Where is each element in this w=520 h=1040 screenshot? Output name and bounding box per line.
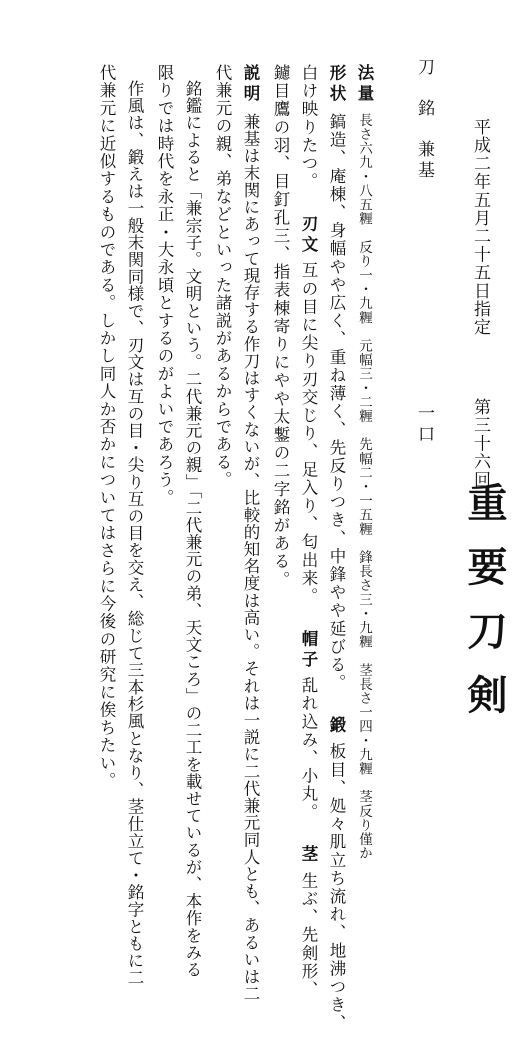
hamon-label: 刃文 xyxy=(299,214,318,256)
item-count: 一口 xyxy=(414,404,434,446)
houryou-text: 長さ六九・八五糎 反り一・九糎 元幅三・二糎 先幅二・一五糎 鋒長さ三・九糎 茎長さ一四・九糎 茎反り僅か xyxy=(356,113,372,861)
setsumei-line-6: 代兼元に近似するものである。しかし同人か否かについてはさらに今後の研究に俟ちたい。 xyxy=(97,64,116,790)
setsumei-line-1 xyxy=(242,64,259,1002)
item-type: 刀 xyxy=(414,58,434,75)
kitae-label: 鍛 xyxy=(327,716,346,737)
setsumei-label: 説明 xyxy=(241,64,260,105)
keijou-text-2: 白け映りたつ。 xyxy=(299,64,318,191)
keijou-text-1: 鎬造、庵棟、身幅やや広く、重ね薄く、先反りつき、中鋒やや延びる。 xyxy=(327,113,346,693)
smith-name: 兼基 xyxy=(414,140,434,182)
setsumei-text-1: 兼基は末関にあって現存する作刀はすくないが、比較的知名度は高い。それは一説に二代兼元同人とも、あるいは二 xyxy=(241,113,260,1003)
boshi-text: 乱れ込み、小丸。 xyxy=(299,676,318,822)
keijou-line-1 xyxy=(328,64,345,1032)
keijou-label: 形状 xyxy=(327,64,346,105)
mei-label: 銘 xyxy=(414,99,434,116)
hamon-text: 互の目に尖り刃交じり、足入り、匂出来。 xyxy=(299,261,318,606)
nakago-text: 生ぶ、先剣形、 xyxy=(299,871,318,999)
nakago-label: 茎 xyxy=(299,845,318,866)
houryou-line xyxy=(356,64,373,860)
setsumei-line-5: 作風は、鍛えは一般末関同様で、刃文は互の目・尖り互の目を交え、総じて三本杉風となり、茎仕立て・銘字ともに二 xyxy=(125,80,144,987)
houryou-label: 法量 xyxy=(355,64,374,105)
setsumei-line-2: 代兼元の親、弟などといった諸説があるからである。 xyxy=(213,64,232,489)
setsumei-line-4: 限りでは時代を永正・大永頃とするのがよいであろう。 xyxy=(155,64,174,507)
item-line xyxy=(415,58,432,182)
boshi-label: 帽子 xyxy=(299,629,318,671)
kitae-text: 板目、処々肌立ち流れ、地沸つき、 xyxy=(327,742,346,1033)
setsumei-line-3: 銘鑑によると「兼宗子。文明という。二代兼元の親」「二代兼元の弟、天文ころ」の二工を載せているが、本作をみる xyxy=(183,80,202,979)
keijou-line-2 xyxy=(300,64,317,999)
designation-date: 平成二年五月二十五日指定 xyxy=(470,118,490,337)
session-number: 第三十六回 xyxy=(470,398,490,489)
page-title: 重要刀剣 xyxy=(461,482,508,738)
keijou-line-3: 鑢目鷹の羽、目釘孔三、指表棟寄りにやや太鏨の二字銘がある。 xyxy=(271,64,290,589)
